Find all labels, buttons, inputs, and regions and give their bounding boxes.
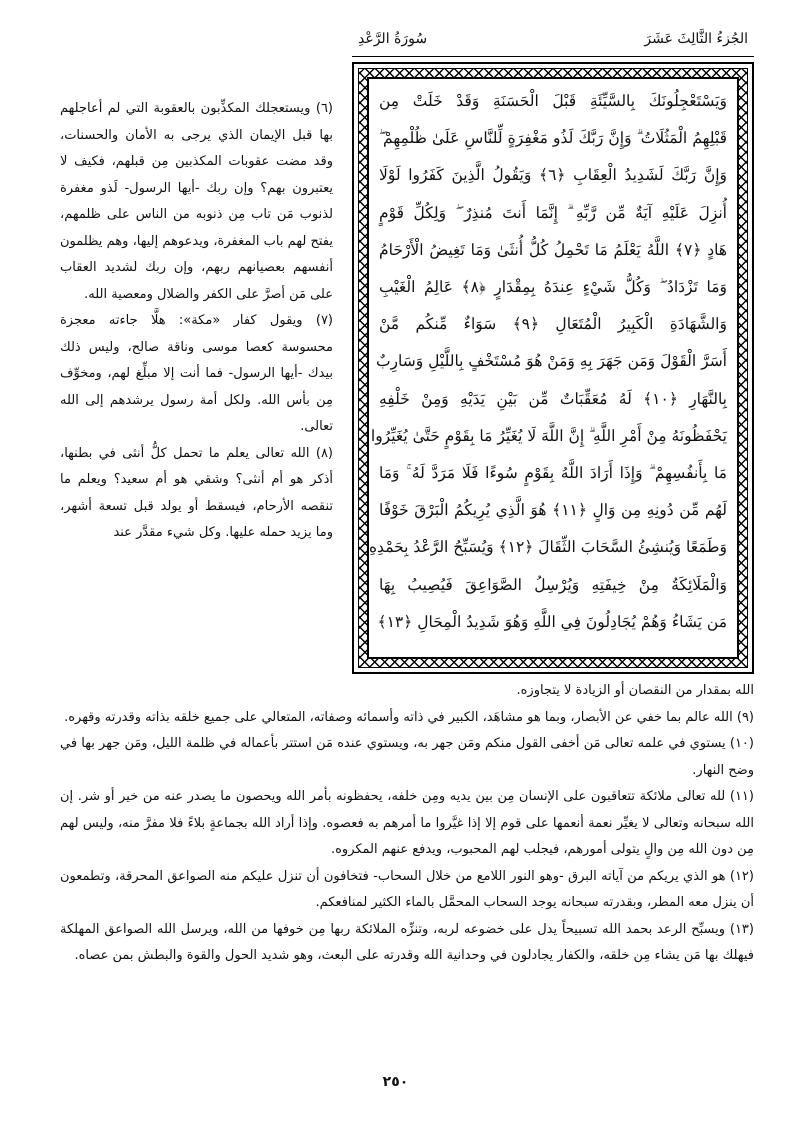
quran-line: مَا بِأَنفُسِهِمْ ۗ وَإِذَا أَرَادَ اللَّهُ بِقَوْمٍ سُوءًا فَلَا مَرَدَّ لَهُ ۚ وَمَا [379, 464, 727, 483]
quran-line: مَن يَشَاءُ وَهُمْ يُجَادِلُونَ فِي اللَّهِ وَهُوَ شَدِيدُ الْمِحَالِ ﴿١٣﴾ [377, 612, 727, 631]
quran-line: هَادٍ ﴿٧﴾ اللَّهُ يَعْلَمُ مَا تَحْمِلُ كُلُّ أُنثَىٰ وَمَا تَغِيضُ الْأَرْحَامُ [379, 240, 728, 259]
quran-frame [352, 62, 754, 674]
tafsir-verse-12: (١٢) هو الذي يريكم من آياته البرق -وهو النور اللامع من خلال السحاب- فتخافون أن تنزل عليكم منه الصواعق المحرقة، وتطمعون أن ينزل معه المطر، وبقدرته سبحانه يوجد السحاب المحمَّل بالماء الكثير لمنافعكم. [60, 868, 754, 910]
tafsir-verse-9: (٩) الله عالم بما خفي عن الأبصار، وبما هو مشاهَد، الكبير في ذاته وأسمائه وصفاته، المتعالي على جميع خلقه بذاته وقدرته وقهره. [64, 709, 754, 725]
surah-title: سُورَةُ الرَّعْدِ [358, 31, 428, 47]
quran-line: قَبْلِهِمُ الْمَثُلَاتُ ۗ وَإِنَّ رَبَّكَ لَذُو مَغْفِرَةٍ لِّلنَّاسِ عَلَىٰ ظُلْمِهِمْ ۖ [379, 129, 727, 148]
quran-line: وَيَسْتَعْجِلُونَكَ بِالسَّيِّئَةِ قَبْلَ الْحَسَنَةِ وَقَدْ خَلَتْ مِن [379, 92, 727, 110]
quran-line: يَحْفَظُونَهُ مِنْ أَمْرِ اللَّهِ ۗ إِنَّ اللَّهَ لَا يُغَيِّرُ مَا بِقَوْمٍ حَتَّىٰ يُغَيِّرُوا [370, 426, 727, 445]
page-number: ٢٥٠ [382, 1074, 409, 1090]
tafsir-verse-8-continued: الله بمقدار من النقصان أو الزيادة لا يتجاوزه. [516, 683, 754, 698]
tafsir-verse-7: (٧) ويقول كفار «مكة»: هلَّا جاءته معجزة محسوسة كعصا موسى وناقة صالح، وليس ذلك بيدك -أيها الرسول- فما أنت إلا مبلِّغ لهم، ومخوِّف مِن بأس الله. ولكل أمة رسول يرشدهم إلى الله تعالى. [60, 313, 333, 434]
tafsir-verse-13: (١٣) ويسبِّح الرعد بحمد الله تسبيحاً يدل على خضوعه لربه، وتنزِّه الملائكة ربها مِن خوفها من الله، ويرسل الله الصواعق المهلكة فيهلك بها مَن يشاء مِن خلقه، والكفار يجادلون في وحدانية الله وقدرته على البعث، وهو شديد الحول والقوة والبطش بمن عصاه. [60, 921, 754, 963]
quran-text-box [367, 77, 739, 659]
juz-title: الجُزءُ الثَّالِثَ عَشَرَ [644, 31, 748, 47]
tafsir-verse-11: (١١) لله تعالى ملائكة تتعاقبون على الإنسان مِن بين يديه ومِن خلفه، يحفظونه بأمر الله ويحصون ما يصدر عنه من خير أو شر. إن الله سبحانه وتعالى لا يغيِّر نعمة أنعمها على قوم إلا إذا غيَّروا ما أمرهم به فعصوه. وإذا أراد الله بجماعةٍ بلاءً فلا مفرَّ منه، وليس لهم مِن دون الله مِن والٍ يتولى أمورهم، فيجلب لهم المحبوب، ويدفع عنهم المكروه. [60, 789, 754, 857]
quran-line: أَسَرَّ الْقَوْلَ وَمَن جَهَرَ بِهِ وَمَنْ هُوَ مُسْتَخْفٍ بِاللَّيْلِ وَسَارِبٌ [375, 352, 727, 371]
tafsir-verse-8: (٨) الله تعالى يعلم ما تحمل كلُّ أنثى في بطنها، أذكر هو أم أنثى؟ وشقي هو أم سعيد؟ ويعلم ما تنقصه الأرحام، فيسقط أو يولد قبل تسعة أشهر، وما يزيد حمله عليها. وكل شيء مقدَّر عند [60, 445, 333, 540]
quran-line: بِالنَّهَارِ ﴿١٠﴾ لَهُ مُعَقِّبَاتٌ مِّن بَيْنِ يَدَيْهِ وَمِنْ خَلْفِهِ [379, 389, 727, 408]
quran-line: لَهُم مِّن دُونِهِ مِن وَالٍ ﴿١١﴾ هُوَ الَّذِي يُرِيكُمُ الْبَرْقَ خَوْفًا [379, 501, 727, 520]
tafsir-verse-6: (٦) ويستعجلك المكذِّبون بالعقوبة التي لم أعاجلهم بها قبل الإيمان الذي يرجى به الأمان والحسنات، وقد مضت عقوبات المكذبين مِن قبلهم، فكيف لا يعتبرون بهم؟ وإن ربك -أيها الرسول- لَذو مغفرة لذنوب مَن تاب مِن ذنوبه من الناس على ظلمهم، يفتح لهم باب المغفرة، ويدعوهم إليها، وهم يظلمون أنفسهم بعصيانهم ربهم، وإن ربك لشديد العقاب على مَن أصرَّ على الكفر والضلال ومعصية الله. [60, 101, 333, 302]
tafsir-full-width [60, 678, 754, 970]
quran-line: وَالشَّهَادَةِ الْكَبِيرُ الْمُتَعَالِ ﴿٩﴾ سَوَاءٌ مِّنكُم مَّنْ [379, 315, 727, 334]
tafsir-side-column [60, 96, 333, 547]
quran-line: وَمَا تَزْدَادُ ۖ وَكُلُّ شَيْءٍ عِندَهُ بِمِقْدَارٍ ﴿٨﴾ عَالِمُ الْغَيْبِ [379, 278, 727, 297]
quran-verses [368, 83, 728, 641]
quran-line: وَالْمَلَائِكَةُ مِنْ خِيفَتِهِ وَيُرْسِلُ الصَّوَاعِقَ فَيُصِيبُ بِهَا [379, 575, 727, 594]
quran-line: أُنزِلَ عَلَيْهِ آيَةٌ مِّن رَّبِّهِ ۗ إِنَّمَا أَنتَ مُنذِرٌ ۖ وَلِكُلِّ قَوْمٍ [379, 203, 727, 222]
quran-line: وَإِنَّ رَبَّكَ لَشَدِيدُ الْعِقَابِ ﴿٦﴾ وَيَقُولُ الَّذِينَ كَفَرُوا لَوْلَا [379, 166, 727, 185]
quran-line: وَطَمَعًا وَيُنشِئُ السَّحَابَ الثِّقَالَ ﴿١٢﴾ وَيُسَبِّحُ الرَّعْدُ بِحَمْدِهِ [368, 538, 727, 557]
tafsir-verse-10: (١٠) يستوي في علمه تعالى مَن أخفى القول منكم ومَن جهر به، ويستوي عنده مَن استتر بأعماله في ظلمة الليل، ومَن جهر بها في وضح النهار. [60, 736, 754, 778]
page-header [352, 22, 754, 57]
